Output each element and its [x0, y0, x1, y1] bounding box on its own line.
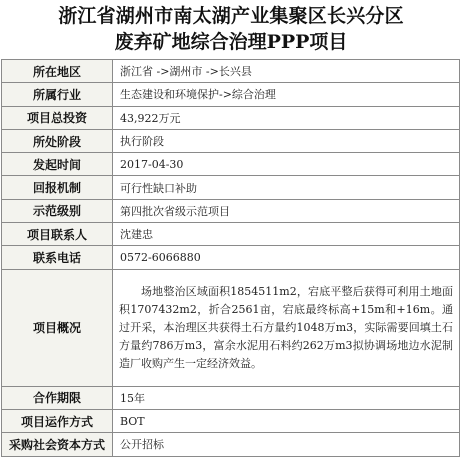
row-value: 场地整治区域面积1854511m2，宕底平整后获得可利用土地面积1707432m2，折合2561亩，宕底最终标高+15m和+16m。通过开采，本治理区共获得土石方量约1048万m3，实际需要回填土石方量约786万m3，富余水泥用石料约262万m3拟协调场地边水泥制造厂收购产生一定经济效益。 [113, 269, 460, 386]
row-label: 发起时间 [2, 153, 113, 176]
row-label: 所处阶段 [2, 129, 113, 152]
row-value: 执行阶段 [113, 129, 460, 152]
row-label: 采购社会资本方式 [2, 433, 113, 456]
row-value: 第四批次省级示范项目 [113, 199, 460, 222]
row-label: 项目概况 [2, 269, 113, 386]
row-cooperation-period [2, 386, 460, 409]
row-return-mechanism [2, 176, 460, 199]
row-procurement-method [2, 433, 460, 456]
row-value: 生态建设和环境保护->综合治理 [113, 83, 460, 106]
row-label: 项目运作方式 [2, 409, 113, 432]
row-value: 公开招标 [113, 433, 460, 456]
row-label: 合作期限 [2, 386, 113, 409]
row-value: 0572-6066880 [113, 246, 460, 269]
row-label: 所在地区 [2, 60, 113, 83]
row-value: 浙江省 ->湖州市 ->长兴县 [113, 60, 460, 83]
row-label: 联系电话 [2, 246, 113, 269]
row-demo-level [2, 199, 460, 222]
row-label: 示范级别 [2, 199, 113, 222]
row-value: 沈建忠 [113, 223, 460, 246]
row-contact-person [2, 223, 460, 246]
project-info-table [1, 59, 460, 457]
row-value: 2017-04-30 [113, 153, 460, 176]
row-project-overview [2, 269, 460, 386]
row-value: 43,922万元 [113, 106, 460, 129]
row-stage [2, 129, 460, 152]
row-start-date [2, 153, 460, 176]
row-label: 项目总投资 [2, 106, 113, 129]
row-value: 可行性缺口补助 [113, 176, 460, 199]
document-title-line-1: 浙江省湖州市南太湖产业集聚区长兴分区 [58, 5, 404, 27]
row-total-investment [2, 106, 460, 129]
row-industry [2, 83, 460, 106]
row-label: 回报机制 [2, 176, 113, 199]
row-value: 15年 [113, 386, 460, 409]
row-label: 项目联系人 [2, 223, 113, 246]
row-label: 所属行业 [2, 83, 113, 106]
row-contact-phone [2, 246, 460, 269]
row-location [2, 60, 460, 83]
document-title-line-2: 废弃矿地综合治理PPP项目 [114, 31, 348, 53]
row-value: BOT [113, 409, 460, 432]
